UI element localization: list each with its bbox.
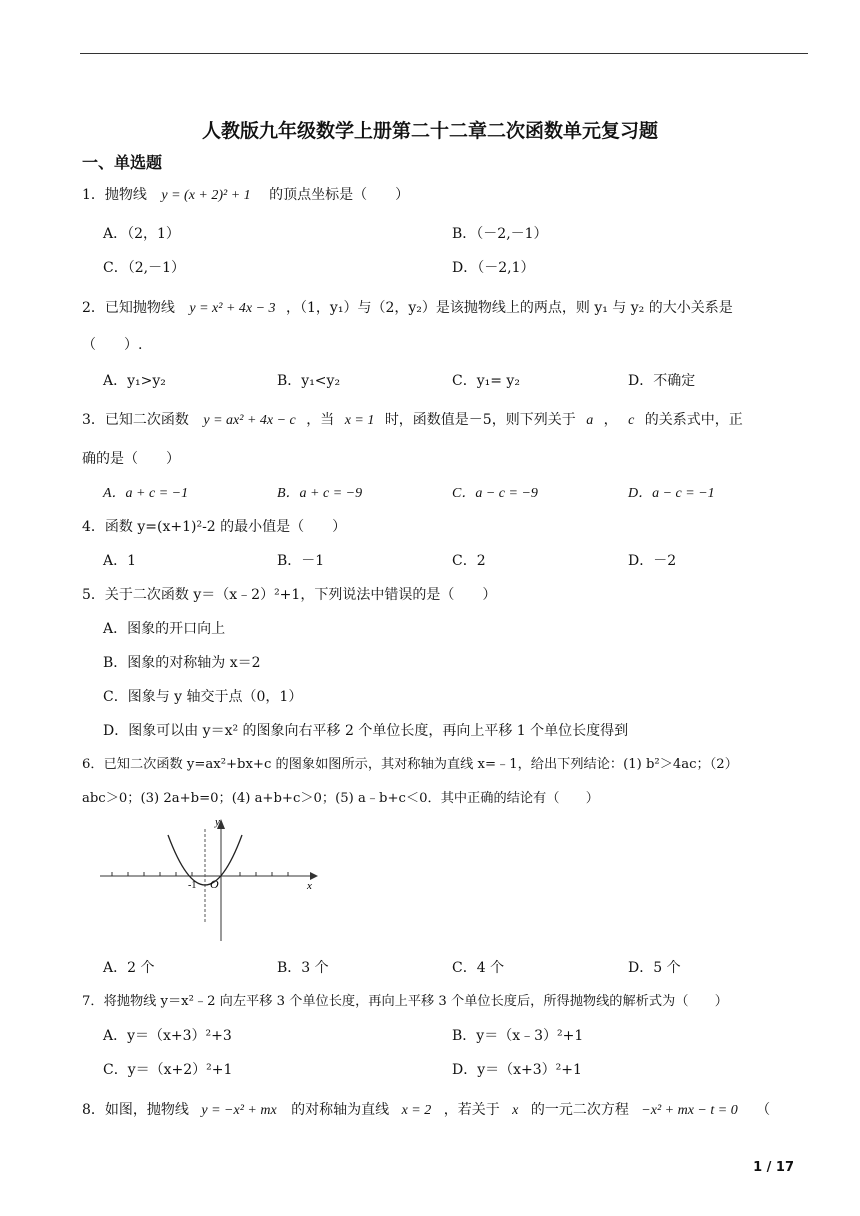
q7-option-c: C．y＝（x+2）²+1: [103, 1062, 233, 1078]
q3-option-c: C．a − c = −9: [452, 486, 538, 501]
question-8-stem: [82, 1100, 770, 1121]
q2-option-c: C．y₁= y₂: [452, 373, 520, 389]
q6-option-d: D．5 个: [628, 960, 681, 976]
q4-option-a: A．1: [103, 553, 137, 569]
q8-formula: y = −x² + mx: [201, 1103, 277, 1118]
q8-stem-mid1: 的对称轴为直线: [291, 1102, 390, 1118]
q1-stem-post: 的顶点坐标是（ ）: [269, 187, 410, 203]
q2-formula: y = x² + 4x − 3: [189, 301, 276, 316]
q8-stem-mid2: ，若关于: [443, 1102, 500, 1118]
question-6-stem-line1: 6．已知二次函数 y=ax²+bx+c 的图象如图所示，其对称轴为直线 x=﹣1，给出下列结论：(1) b²＞4ac；（2）: [82, 757, 738, 772]
q2-stem-line2: （ ）.: [82, 337, 143, 353]
question-1-stem: [82, 185, 409, 206]
q4-option-c: C．2: [452, 553, 486, 569]
question-6-stem-line2: abc＞0；(3) 2a+b=0；(4) a+b+c＞0；(5) a﹣b+c＜0．其中正确的结论有（ ）: [82, 791, 599, 806]
q8-stem-pre: 8．如图，抛物线: [82, 1102, 189, 1118]
q6-option-a: A．2 个: [103, 960, 155, 976]
page-number: 1 / 17: [753, 1160, 794, 1175]
fig-x-arrow: [310, 872, 318, 880]
question-4-stem: 4．函数 y=(x+1)²-2 的最小值是（ ）: [82, 519, 347, 535]
q3-formula: y = ax² + 4x − c: [203, 413, 296, 428]
q3-stem-line2: 确的是（ ）: [82, 451, 180, 467]
q1-formula: y = (x + 2)² + 1: [161, 188, 251, 203]
q8-stem-mid3: 的一元二次方程: [530, 1102, 629, 1118]
question-3-stem: [82, 410, 743, 431]
question-5-stem: 5．关于二次函数 y＝（x﹣2）²+1，下列说法中错误的是（ ）: [82, 587, 497, 603]
q2-option-b: B．y₁<y₂: [277, 373, 341, 389]
q5-option-b: B．图象的对称轴为 x＝2: [103, 655, 261, 671]
q7-option-d: D．y＝（x+3）²+1: [452, 1062, 582, 1078]
q4-option-b: B．－1: [277, 553, 325, 569]
q1-stem-pre: 1．抛物线: [82, 187, 147, 203]
q7-option-a: A．y＝（x+3）²+3: [103, 1028, 232, 1044]
fig-origin-label: O: [210, 877, 219, 891]
q3-option-d: D．a − c = −1: [628, 486, 715, 501]
q8-var-x: x: [512, 1103, 519, 1118]
q6-option-b: B．3 个: [277, 960, 329, 976]
header-rule: [80, 53, 808, 54]
q1-option-c: C．（2,－1）: [103, 260, 185, 276]
question-7-stem: 7．将抛物线 y＝x²﹣2 向左平移 3 个单位长度，再向上平移 3 个单位长度后，所得抛物线的解析式为（ ）: [82, 994, 728, 1009]
q8-axis: x = 2: [401, 1103, 432, 1118]
fig-y-label: y: [215, 816, 220, 828]
q3-var-a: a: [586, 413, 594, 428]
q5-option-c: C．图象与 y 轴交于点（0，1）: [103, 689, 303, 705]
q3-separator: ，: [603, 412, 618, 428]
q3-condition: x = 1: [344, 413, 375, 428]
q2-option-d: D．不确定: [628, 373, 696, 389]
q3-stem-pre: 3．已知二次函数: [82, 412, 189, 428]
q8-stem-post: （: [756, 1102, 771, 1118]
q3-stem-mid2: 时，函数值是－5，则下列关于: [384, 412, 576, 428]
q6-option-c: C．4 个: [452, 960, 505, 976]
parabola-figure: [98, 815, 324, 945]
document-title: 人教版九年级数学上册第二十二章二次函数单元复习题: [201, 120, 658, 142]
q3-var-c: c: [628, 413, 635, 428]
question-2-stem: [82, 298, 733, 319]
section-heading: 一、单选题: [82, 153, 163, 172]
q1-option-d: D．（－2,1）: [452, 260, 535, 276]
q2-stem-pre: 2．已知抛物线: [82, 300, 175, 316]
q2-stem-post: ，（1，y₁）与（2，y₂）是该抛物线上的两点，则 y₁ 与 y₂ 的大小关系是: [286, 300, 733, 316]
fig-x-label: x: [307, 880, 312, 892]
q4-option-d: D．－2: [628, 553, 677, 569]
fig-neg1-label: -1: [188, 880, 197, 891]
q3-stem-mid1: ，当: [306, 412, 335, 428]
q3-option-a: A．a + c = −1: [103, 486, 189, 501]
q5-option-d: D．图象可以由 y＝x² 的图象向右平移 2 个单位长度，再向上平移 1 个单位长度得到: [103, 723, 629, 739]
q7-option-b: B．y＝（x﹣3）²+1: [452, 1028, 584, 1044]
q2-option-a: A．y₁>y₂: [103, 373, 166, 389]
q3-stem-post: 的关系式中，正: [644, 412, 743, 428]
q1-option-a: A．（2，1）: [103, 226, 180, 242]
fig-ticks: [112, 872, 288, 876]
q1-option-b: B．（－2,－1）: [452, 226, 548, 242]
q3-option-b: B．a + c = −9: [277, 486, 363, 501]
q8-equation: −x² + mx − t = 0: [641, 1103, 738, 1118]
q5-option-a: A．图象的开口向上: [103, 621, 226, 637]
